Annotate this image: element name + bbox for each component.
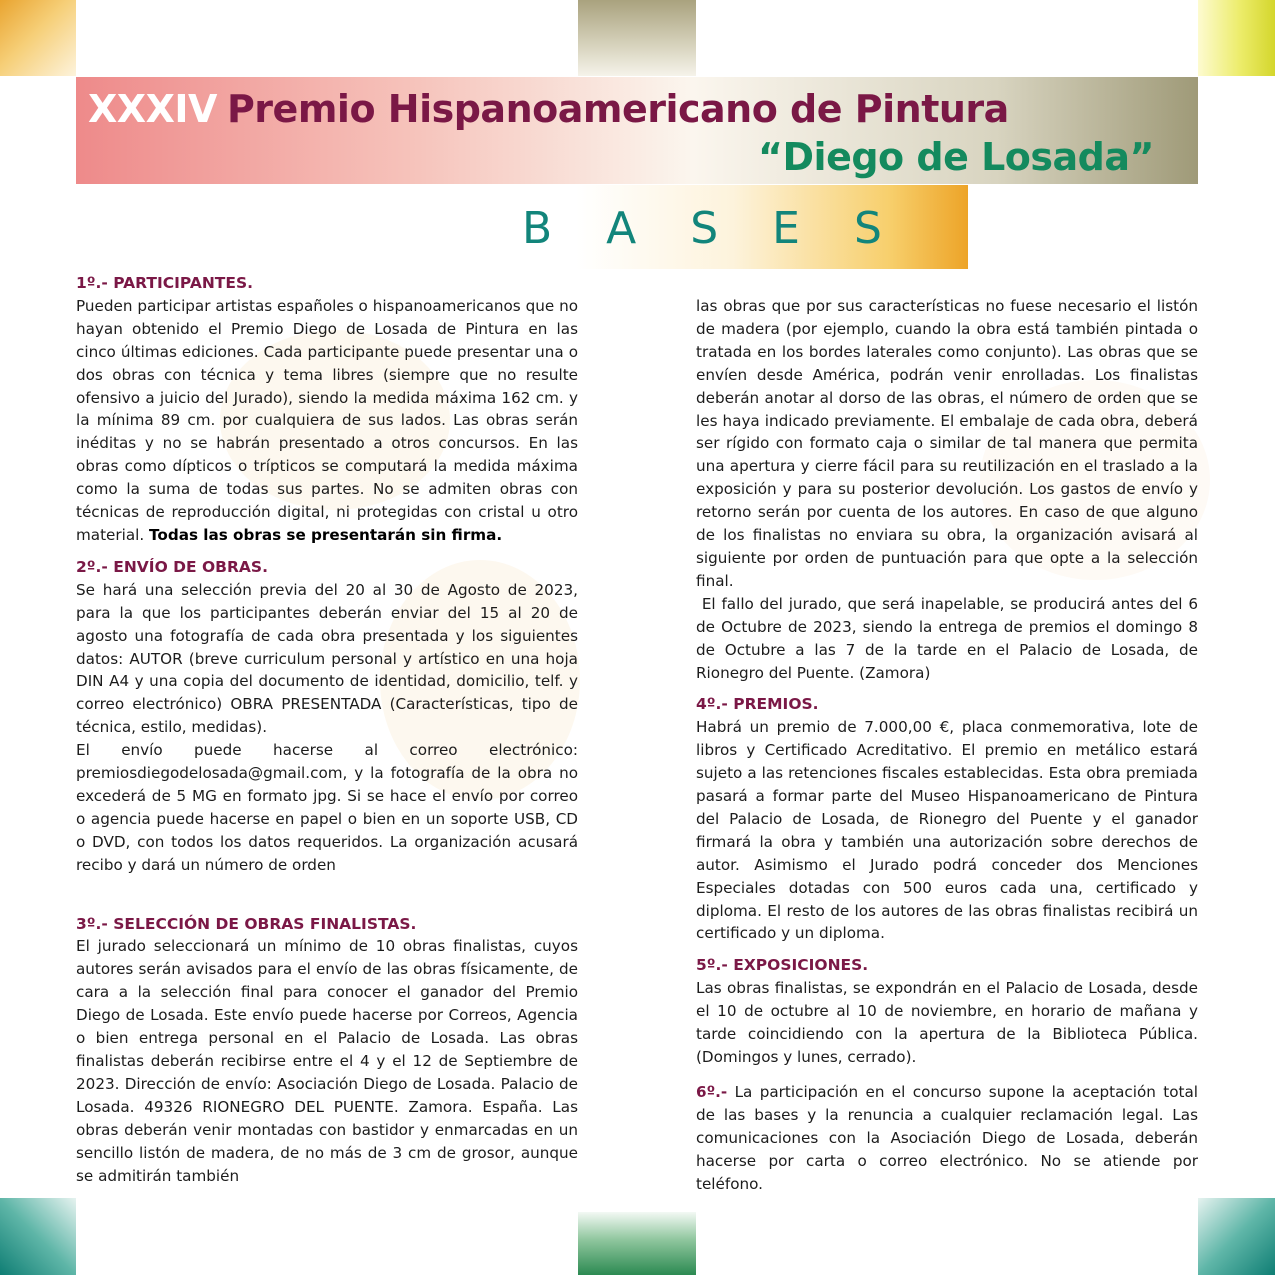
edition-number: XXXIV	[88, 87, 217, 131]
participantes-text: Pueden participar artistas españoles o hispanoamericanos que no hayan obtenido el Premio Diego de Losada de Pintura en las cinco últimas ediciones. Cada participante puede presentar una o dos obras con técnica y tema libres (siempre que no resulte ofensivo a juicio del Jurado), siendo la medida máxima 162 cm. y la mínima 89 cm. por cualquiera de sus lados. Las obras serán inéditas y no se habrán presentado a otros concursos. En las obras como dípticos o trípticos se computará la medida máxima como la suma de todas sus partes. No se admiten obras con técnicas de reproducción digital, ni protegidas con cristal u otro material.	[76, 296, 578, 544]
section-heading-envio: 2º.- ENVÍO DE OBRAS.	[76, 557, 268, 576]
corner-decoration-top-right	[1198, 0, 1275, 76]
section-body-participantes	[76, 295, 578, 547]
page-title	[88, 85, 1009, 133]
section-body-seleccion-continued: las obras que por sus características no fuese necesario el listón de madera (por ejemplo, cuando la obra está también pintada o tratada en los bordes laterales como conjunto). Las obras que se envíen desde América, podrán venir enrolladas. Los finalistas deberán anotar al dorso de las obras, el número de orden que se les haya indicado previamente. El embalaje de cada obra, deberá ser rígido con formato caja o similar de tal manera que permita una apertura y cierre fácil para su reutilización en el traslado a la exposición y para su posterior devolución. Los gastos de envío y retorno serán por cuenta de los autores. En caso de que alguno de los finalistas no enviara su obra, la organización avisará al siguiente por orden de puntuación para que opte a la selección final.	[696, 297, 1198, 590]
participantes-bold-text: Todas las obras se presentarán sin firma.	[149, 525, 503, 544]
page-subtitle: “Diego de Losada”	[758, 135, 1154, 179]
section-body-final	[696, 1081, 1198, 1196]
corner-decoration-top-left	[0, 0, 76, 76]
section-body-seleccion: El jurado seleccionará un mínimo de 10 obras finalistas, cuyos autores serán avisados para el envío de las obras físicamente, de cara a la selección final para conocer el ganador del Premio Diego de Losada. Este envío puede hacerse por Correos, Agencia o bien entrega personal en el Palacio de Losada. Las obras finalistas deberán recibirse entre el 4 y el 12 de Septiembre de 2023. Dirección de envío: Asociación Diego de Losada. Palacio de Losada. 49326 RIONEGRO DEL PUENTE. Zamora. España. Las obras deberán venir montadas con bastidor y enmarcadas en un sencillo listón de madera, de no más de 3 cm de grosor, aunque se admitirán también	[76, 937, 578, 1185]
section-title: B A S E S	[522, 203, 902, 254]
left-column	[76, 272, 578, 1187]
final-text: La participación en el concurso supone la aceptación total de las bases y la renuncia a cualquier reclamación legal. Las comunicaciones con la Asociación Diego de Losada, deberán hacerse por carta o correo electrónico. No se atiende por teléfono.	[696, 1082, 1198, 1193]
title-banner	[76, 77, 1198, 184]
fallo-text: El fallo del jurado, que será inapelable, se producirá antes del 6 de Octubre de 2023, siendo la entrega de premios el domingo 8 de Octubre a las 7 de la tarde en el Palacio de Losada, de Rionegro del Puente. (Zamora)	[696, 594, 1199, 682]
section-body-envio-2: El envío puede hacerse al correo electrónico: premiosdiegodelosada@gmail.com, y la fotografía de la obra no excederá de 5 MG en formato jpg. Si se hace el envío por correo o agencia puede hacerse en papel o bien en un soporte USB, CD o DVD, con todos los datos requeridos. La organización acusará recibo y dará un número de orden	[76, 741, 578, 874]
section-heading-exposiciones: 5º.- EXPOSICIONES.	[696, 956, 869, 975]
section-body-premios: Habrá un premio de 7.000,00 €, placa conmemorativa, lote de libros y Certificado Acreditativo. El premio en metálico estará sujeto a las retenciones fiscales establecidas. Esta obra premiada pasará a formar parte del Museo Hispanoamericano de Pintura del Palacio de Losada, de Rionegro del Puente y el ganador firmará la obra y también una autorización sobre derechos de autor. Asimismo el Jurado podrá conceder dos Menciones Especiales dotadas con 500 euros cada una, certificado y diploma. El resto de los autores de las obras finalistas recibirá un certificado y un diploma.	[696, 718, 1198, 943]
section-heading-final: 6º.-	[696, 1082, 728, 1101]
corner-decoration-bottom-right	[1198, 1198, 1275, 1275]
section-body-envio-1: Se hará una selección previa del 20 al 30 de Agosto de 2023, para la que los participantes deberán enviar del 15 al 20 de agosto una fotografía de cada obra presentada y los siguientes datos: AUTOR (breve curriculum personal y artístico en una hoja DIN A4 y una copia del documento de identidad, domicilio, telf. y correo electrónico) OBRA PRESENTADA (Características, tipo de técnica, estilo, medidas).	[76, 580, 578, 737]
section-body-fallo	[696, 593, 1198, 685]
section-heading-seleccion: 3º.- SELECCIÓN DE OBRAS FINALISTAS.	[76, 914, 417, 933]
section-heading-participantes: 1º.- PARTICIPANTES.	[76, 274, 254, 292]
section-body-exposiciones: Las obras finalistas, se expondrán en el Palacio de Losada, desde el 10 de octubre al 10 de noviembre, en horario de mañana y tarde coincidiendo con la apertura de la Biblioteca Pública. (Domingos y lunes, cerrado).	[696, 979, 1198, 1066]
edge-decoration-top-center	[578, 0, 696, 76]
right-column	[696, 295, 1198, 1195]
edge-decoration-bottom-center	[578, 1212, 696, 1275]
prize-name: Premio Hispanoamericano de Pintura	[226, 87, 1009, 131]
corner-decoration-bottom-left	[0, 1198, 76, 1275]
section-heading-premios: 4º.- PREMIOS.	[696, 695, 819, 714]
